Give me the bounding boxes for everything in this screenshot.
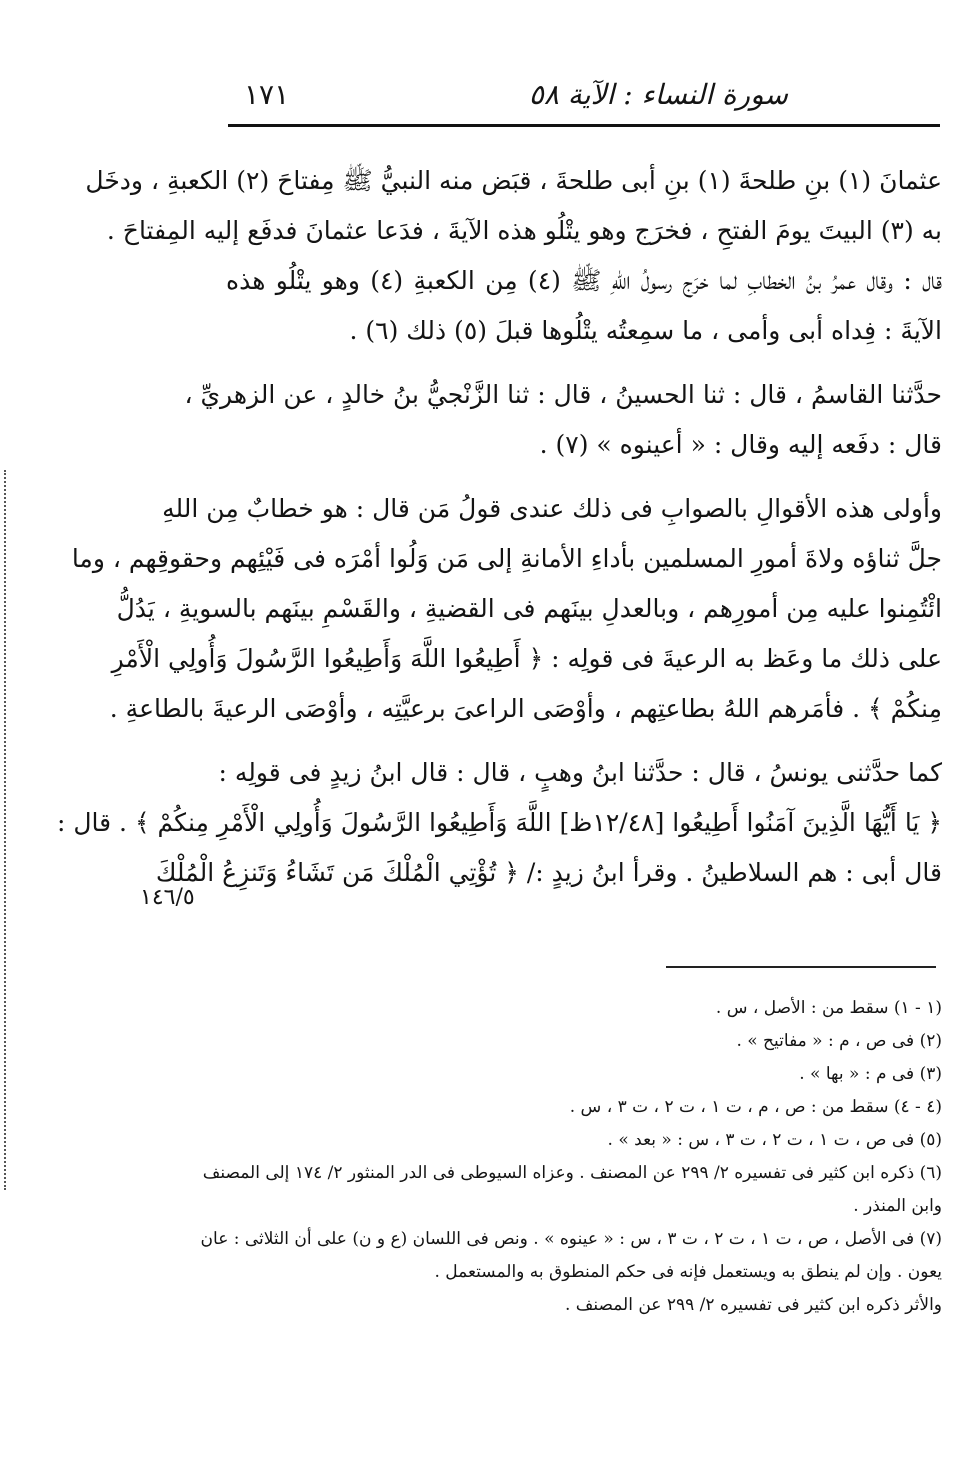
text-line: ائْتُمِنوا عليه مِن أمورِهم ، وبالعدلِ بينَهم فى القضيةِ ، والقَسْمِ بينَهم بالسويةِ ، يَدُلُّ — [116, 594, 942, 623]
text-line: حدَّثنا القاسمُ ، قال : ثنا الحسينُ ، قال : ثنا الزَّنْجيُّ بنُ خالدٍ ، عن الزهريِّ ، — [184, 380, 942, 409]
running-title: سورة النساء : الآية ٥٨ — [528, 78, 788, 111]
text-line: عثمانَ (١) بنِ طلحةَ (١) بنِ أبى طلحةَ ، قبَض منه النبيُّ ﷺ مِفتاحَ (٢) الكعبةِ ، ودخَل — [85, 166, 942, 195]
text-line: قال : دفَعه إليه وقال : « أعينوه » (٧) . — [539, 430, 942, 459]
footnote: (٤ - ٤) سقط من : ص ، م ، ت ١ ، ت ٢ ، ت ٣ ، س . — [569, 1097, 942, 1117]
footnote-rule — [666, 966, 936, 968]
text-line: قال : وقال عمرُ بنُ الخطابِ لما خرَج رسولُ اللهِ ﷺ (٤) مِن الكعبةِ (٤) وهو يتْلُو هذه — [226, 266, 942, 295]
footnote: يعون . وإن لم ينطق به ويستعمل فإنه فى حكم المنطوق به والمستعمل . — [434, 1262, 942, 1282]
binding-edge — [4, 470, 10, 1190]
text-line: على ذلك ما وعَظ به الرعيةَ فى قولِه : ﴿ أَطِيعُوا اللَّهَ وَأَطِيعُوا الرَّسُولَ وَأُولِي الْأَمْرِ — [111, 644, 942, 673]
margin-reference: ١٤٦/٥ — [140, 885, 195, 910]
footnote: (٥) فى ص ، ت ١ ، ت ٢ ، ت ٣ ، س : « بعد » . — [607, 1130, 942, 1150]
footnote: (٣) فى م : « بها » . — [799, 1064, 942, 1084]
page-header — [232, 72, 938, 122]
footnote: (١ - ١) سقط من : الأصل ، س . — [715, 998, 942, 1018]
text-line: به (٣) البيتَ يومَ الفتحِ ، فخرَج وهو يتْلُو هذه الآيةَ ، فدَعا عثمانَ فدفَع إليه المِفتاحَ . — [106, 216, 942, 245]
footnote: وابن المنذر . — [853, 1196, 942, 1216]
text-line: قال أبى : هم السلاطينُ . وقرأ ابنُ زيدٍ :/ ﴿ تُؤْتِي الْمُلْكَ مَن تَشَاءُ وَتَنزِعُ الْمُلْكَ — [155, 858, 942, 887]
text-line: الآيةَ : فِداه أبى وأمى ، ما سمِعتُه يتْلُوها قبلَ (٥) ذلك (٦) . — [349, 316, 942, 345]
text-line: ﴿ يَا أَيُّهَا الَّذِينَ آمَنُوا أَطِيعُوا [١٢/٤٨ظ] اللَّهَ وَأَطِيعُوا الرَّسُولَ وَأُولِي الْأَمْرِ مِنكُمْ ﴾ . قال : — [57, 808, 942, 837]
text-line: جلَّ ثناؤه ولاةَ أمورِ المسلمين بأداءِ الأمانةِ إلى مَن وَلُوا أمْرَه فى فَيْئِهم وحقوقِهم ، وما — [71, 544, 942, 573]
footnote: (٧) فى الأصل ، ص ، ت ١ ، ت ٢ ، ت ٣ ، س : « عينوه » . ونص فى اللسان (ع و ن) على أن الثلاثى : عان — [200, 1229, 942, 1249]
text-line: وأولى هذه الأقوالِ بالصوابِ فى ذلك عندى قولُ مَن قال : هو خطابٌ مِن اللهِ — [162, 494, 942, 523]
footnotes — [200, 992, 942, 1322]
footnote: والأثر ذكره ابن كثير فى تفسيره ٢/ ٢٩٩ عن المصنف . — [564, 1295, 942, 1315]
header-rule — [228, 124, 940, 127]
footnote: (٦) ذكره ابن كثير فى تفسيره ٢/ ٢٩٩ عن المصنف . وعزاه السيوطى فى الدر المنثور ٢/ ١٧٤ إلى المصنف — [202, 1163, 942, 1183]
text-line: كما حدَّثنى يونسُ ، قال : حدَّثنا ابنُ وهبٍ ، قال : قال ابنُ زيدٍ فى قولِه : — [218, 758, 942, 787]
page-number: ١٧١ — [244, 78, 290, 111]
text-line: مِنكُمْ ﴾ . فأمَرهم اللهُ بطاعتِهم ، وأوْصَى الراعىَ برعيَّتِه ، وأوْصَى الرعيةَ بالطاعةِ . — [109, 694, 942, 723]
footnote: (٢) فى ص ، م : « مفاتيح » . — [736, 1031, 942, 1051]
